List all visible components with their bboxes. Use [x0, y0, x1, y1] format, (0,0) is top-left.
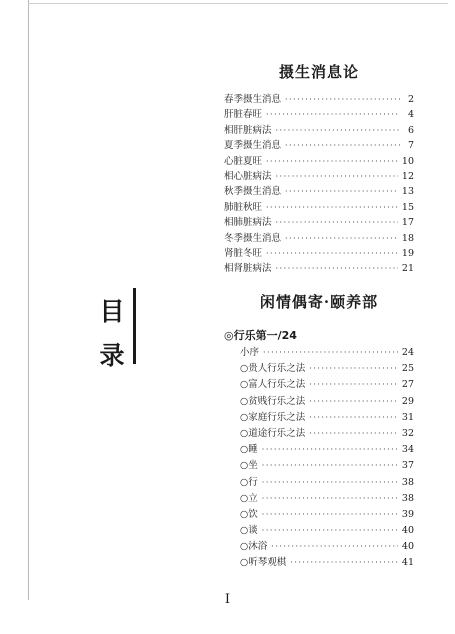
toc-entry-page: 19 [401, 247, 414, 259]
side-title-mulu [92, 290, 132, 378]
leader-dots [262, 475, 398, 491]
leader-dots [266, 200, 398, 215]
toc-entry-page: 38 [401, 476, 414, 488]
leader-dots [263, 345, 398, 361]
page-edge-line [28, 0, 29, 600]
toc-entry-label: ○家庭行乐之法 [240, 411, 306, 423]
toc-entry-page: 13 [401, 186, 414, 198]
leader-dots [309, 410, 398, 426]
subsection-heading[interactable] [224, 327, 297, 343]
toc-entry[interactable] [240, 555, 414, 571]
leader-dots [290, 555, 398, 571]
section-title-xianqing: 闲情偶寄·颐养部 [259, 293, 379, 311]
toc-entry-page: 29 [401, 395, 414, 407]
side-title-bar [133, 288, 136, 364]
leader-dots [309, 394, 398, 410]
toc-entry-page: 25 [401, 363, 414, 375]
toc-entry[interactable] [224, 200, 414, 215]
toc-entry-label: ○睡 [240, 444, 258, 456]
toc-entry-label: ○富人行乐之法 [240, 379, 306, 391]
toc-entry[interactable] [240, 539, 414, 555]
toc-entry[interactable] [240, 361, 414, 377]
toc-entry-label: 相心脏病法 [224, 170, 272, 182]
toc-entry-page: 2 [407, 94, 414, 105]
toc-entry[interactable] [224, 246, 414, 261]
toc-entry-label: 秋季摄生消息 [224, 186, 282, 198]
toc-entry[interactable] [240, 458, 414, 474]
section-title-shesheng: 摄生消息论 [278, 63, 359, 81]
toc-entry-page: 18 [401, 232, 414, 244]
side-title-char: 录 [99, 341, 125, 370]
toc-entry-label: 心脏夏旺 [224, 155, 263, 167]
leader-dots [285, 92, 400, 107]
toc-entry-page: 4 [407, 109, 414, 121]
toc-entry-label: ○贵人行乐之法 [240, 363, 306, 375]
leader-dots [262, 458, 398, 474]
toc-entry[interactable] [240, 442, 414, 458]
toc-entry-page: 6 [407, 124, 414, 136]
toc-entry-label: ○听琴观棋 [240, 557, 287, 569]
toc-entry-label: ○立 [240, 492, 258, 504]
toc-entry-page: 37 [401, 460, 414, 472]
toc-list-xingle [240, 345, 414, 572]
toc-entry-page: 7 [407, 140, 414, 152]
toc-entry-page: 39 [401, 508, 414, 520]
toc-entry-page: 15 [401, 201, 414, 213]
leader-dots [285, 184, 398, 199]
toc-entry[interactable] [240, 475, 414, 491]
leader-dots [262, 507, 398, 523]
toc-entry-label: 肺脏秋旺 [224, 201, 263, 213]
leader-dots [309, 361, 398, 377]
side-title-char: 目 [99, 297, 125, 326]
leader-dots [262, 491, 398, 507]
toc-entry[interactable] [224, 123, 414, 138]
toc-entry-label: 冬季摄生消息 [224, 232, 282, 244]
toc-entry[interactable] [240, 426, 414, 442]
toc-entry-label: ○道途行乐之法 [240, 427, 306, 439]
leader-dots [266, 107, 400, 122]
toc-entry-page: 12 [401, 170, 414, 182]
toc-entry[interactable] [240, 523, 414, 539]
toc-entry[interactable] [224, 231, 414, 246]
toc-entry-label: 小序 [240, 347, 260, 358]
toc-entry-page: 40 [401, 525, 414, 537]
leader-dots [285, 231, 398, 246]
toc-entry-page: 34 [401, 444, 414, 456]
leader-dots [309, 426, 398, 442]
toc-entry-page: 31 [401, 411, 414, 423]
leader-dots [276, 261, 398, 276]
leader-dots [309, 377, 398, 393]
toc-entry[interactable] [224, 92, 414, 107]
toc-entry[interactable] [224, 261, 414, 276]
toc-entry-label: ○行 [240, 476, 258, 488]
toc-entry-label: ○谈 [240, 525, 258, 537]
toc-entry[interactable] [240, 377, 414, 393]
toc-entry-page: 10 [401, 155, 414, 167]
toc-entry[interactable] [240, 491, 414, 507]
page-number: I [224, 592, 231, 607]
toc-entry-page: 21 [401, 263, 414, 275]
toc-entry-page: 38 [401, 492, 414, 504]
toc-entry-label: ○坐 [240, 460, 258, 472]
toc-entry-page: 17 [401, 217, 414, 229]
toc-entry[interactable] [224, 184, 414, 199]
toc-list-shesheng [224, 92, 414, 277]
toc-entry[interactable] [240, 394, 414, 410]
leader-dots [266, 154, 398, 169]
toc-entry[interactable] [224, 154, 414, 169]
toc-entry-label: 肝脏春旺 [224, 109, 263, 121]
double-circle-icon: ◎ [224, 329, 234, 342]
toc-entry-label: 夏季摄生消息 [224, 140, 282, 152]
leader-dots [276, 169, 398, 184]
toc-entry-page: 27 [401, 379, 414, 391]
toc-entry[interactable] [224, 107, 414, 122]
leader-dots [271, 539, 398, 555]
leader-dots [276, 215, 398, 230]
leader-dots [262, 442, 398, 458]
leader-dots [266, 246, 398, 261]
leader-dots [276, 123, 400, 138]
leader-dots [262, 523, 398, 539]
toc-entry[interactable] [240, 507, 414, 523]
toc-entry-label: 相肝脏病法 [224, 124, 272, 136]
toc-entry-label: ○饮 [240, 508, 258, 520]
toc-entry-page: 40 [401, 541, 414, 553]
toc-entry-page: 32 [401, 427, 414, 439]
leader-dots [285, 138, 400, 153]
toc-entry[interactable] [224, 138, 414, 153]
toc-entry-label: 春季摄生消息 [224, 94, 282, 105]
toc-entry[interactable] [240, 410, 414, 426]
toc-entry-label: 相肺脏病法 [224, 217, 272, 229]
page-top-rule [28, 3, 448, 4]
subsection-heading-text: 行乐第一/24 [233, 329, 297, 342]
toc-entry-label: 相肾脏病法 [224, 263, 272, 275]
toc-entry-page: 24 [401, 347, 414, 358]
toc-entry-label: ○沐浴 [240, 541, 268, 553]
toc-entry[interactable] [240, 345, 414, 361]
toc-entry-page: 41 [401, 557, 414, 569]
toc-entry-label: ○贫贱行乐之法 [240, 395, 306, 407]
toc-entry-label: 肾脏冬旺 [224, 247, 263, 259]
toc-entry[interactable] [224, 215, 414, 230]
toc-entry[interactable] [224, 169, 414, 184]
